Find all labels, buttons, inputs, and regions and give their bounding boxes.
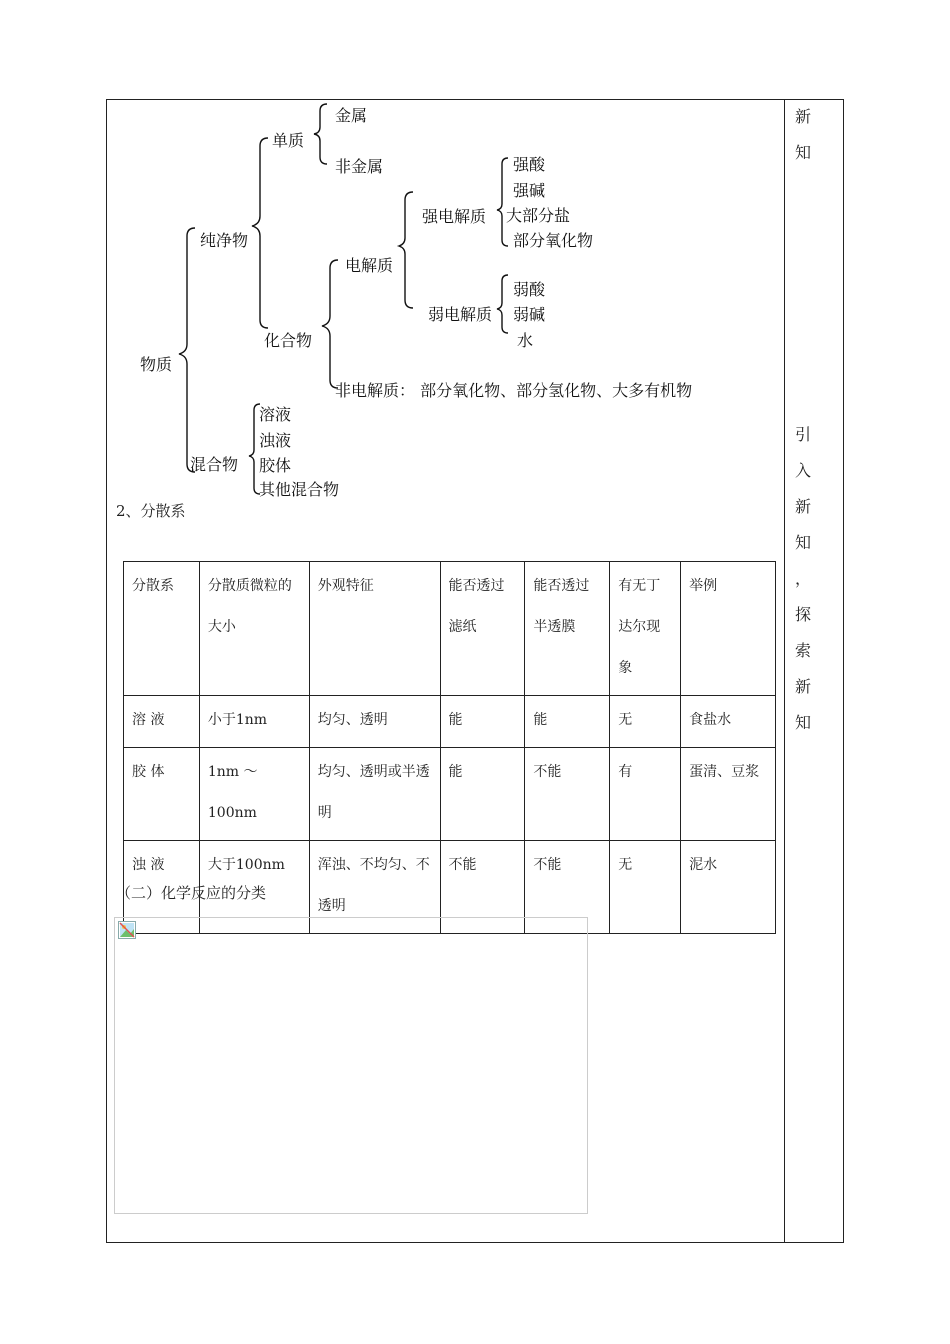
label-metal: 金属	[335, 106, 368, 125]
mixture-item: 溶液	[259, 405, 292, 424]
side-note-char: 知	[794, 533, 811, 552]
label-nonmetal: 非金属	[335, 157, 384, 176]
label-substance: 物质	[140, 355, 173, 374]
table-header: 举例	[681, 562, 776, 696]
table-cell: 浊 液	[124, 841, 200, 934]
table-header: 外观特征	[309, 562, 440, 696]
table-header: 有无丁达尔现象	[610, 562, 681, 696]
label-mixture: 混合物	[190, 455, 239, 474]
mixture-item: 浊液	[259, 431, 292, 450]
label-element: 单质	[272, 131, 305, 150]
table-cell: 浑浊、不均匀、不透明	[309, 841, 440, 934]
side-note-char: 探	[794, 605, 811, 624]
side-note-top	[785, 99, 821, 171]
table-cell: 能	[525, 696, 610, 748]
label-strong-electrolyte: 强电解质	[422, 207, 487, 226]
substance-classification-diagram	[120, 100, 760, 500]
strong-item: 部分氧化物	[513, 231, 594, 250]
broken-image-placeholder	[114, 917, 588, 1214]
table-header: 分散质微粒的大小	[199, 562, 309, 696]
side-note-char: 索	[794, 641, 811, 660]
side-note-char: 新	[794, 677, 811, 696]
table-cell: 蛋清、豆浆	[681, 748, 776, 841]
weak-item: 弱酸	[513, 280, 546, 299]
strong-item: 大部分盐	[506, 206, 571, 225]
section-heading-reactions: （二）化学反应的分类	[116, 884, 267, 902]
weak-item: 水	[517, 331, 534, 350]
dispersion-table	[123, 561, 776, 934]
table-row	[124, 748, 776, 841]
mixture-item: 其他混合物	[259, 480, 340, 499]
side-note-char: 入	[794, 461, 811, 480]
strong-item: 强酸	[513, 155, 546, 174]
table-cell: 1nm ～ 100nm	[199, 748, 309, 841]
side-note-bottom	[785, 417, 821, 741]
table-cell: 不能	[440, 841, 525, 934]
label-weak-electrolyte: 弱电解质	[428, 305, 493, 324]
weak-item: 弱碱	[513, 305, 546, 324]
side-note-char: 新	[794, 497, 811, 516]
table-row	[124, 696, 776, 748]
side-note-char: 新	[794, 107, 811, 126]
table-cell: 小于1nm	[199, 696, 309, 748]
table-cell: 胶 体	[124, 748, 200, 841]
table-cell: 能	[440, 748, 525, 841]
side-note-char: 知	[794, 713, 811, 732]
table-cell: 溶 液	[124, 696, 200, 748]
side-note-char: 知	[794, 143, 811, 162]
label-electrolyte: 电解质	[345, 256, 394, 275]
mixture-item: 胶体	[259, 456, 292, 475]
table-cell: 泥水	[681, 841, 776, 934]
table-cell: 不能	[525, 748, 610, 841]
table-cell: 均匀、透明	[309, 696, 440, 748]
table-header: 分散系	[124, 562, 200, 696]
side-note-char: 引	[794, 425, 811, 444]
table-cell: 无	[610, 841, 681, 934]
table-cell: 无	[610, 696, 681, 748]
label-nonelectrolyte: 非电解质： 部分氧化物、部分氢化物、大多有机物	[335, 381, 693, 400]
diagram-brackets	[120, 100, 760, 500]
table-header: 能否透过半透膜	[525, 562, 610, 696]
strong-item: 强碱	[513, 181, 546, 200]
table-header-row	[124, 562, 776, 696]
section-heading-dispersion: 2、分散系	[116, 502, 186, 520]
table-cell: 均匀、透明或半透明	[309, 748, 440, 841]
side-column	[784, 99, 844, 1243]
side-note-char: ，	[794, 569, 811, 588]
broken-image-icon	[118, 921, 136, 939]
table-header: 能否透过滤纸	[440, 562, 525, 696]
label-pure: 纯净物	[200, 231, 249, 250]
table-cell: 有	[610, 748, 681, 841]
table-cell: 食盐水	[681, 696, 776, 748]
label-compound: 化合物	[264, 331, 313, 350]
table-cell: 不能	[525, 841, 610, 934]
table-cell: 能	[440, 696, 525, 748]
table-cell: 大于100nm	[199, 841, 309, 934]
